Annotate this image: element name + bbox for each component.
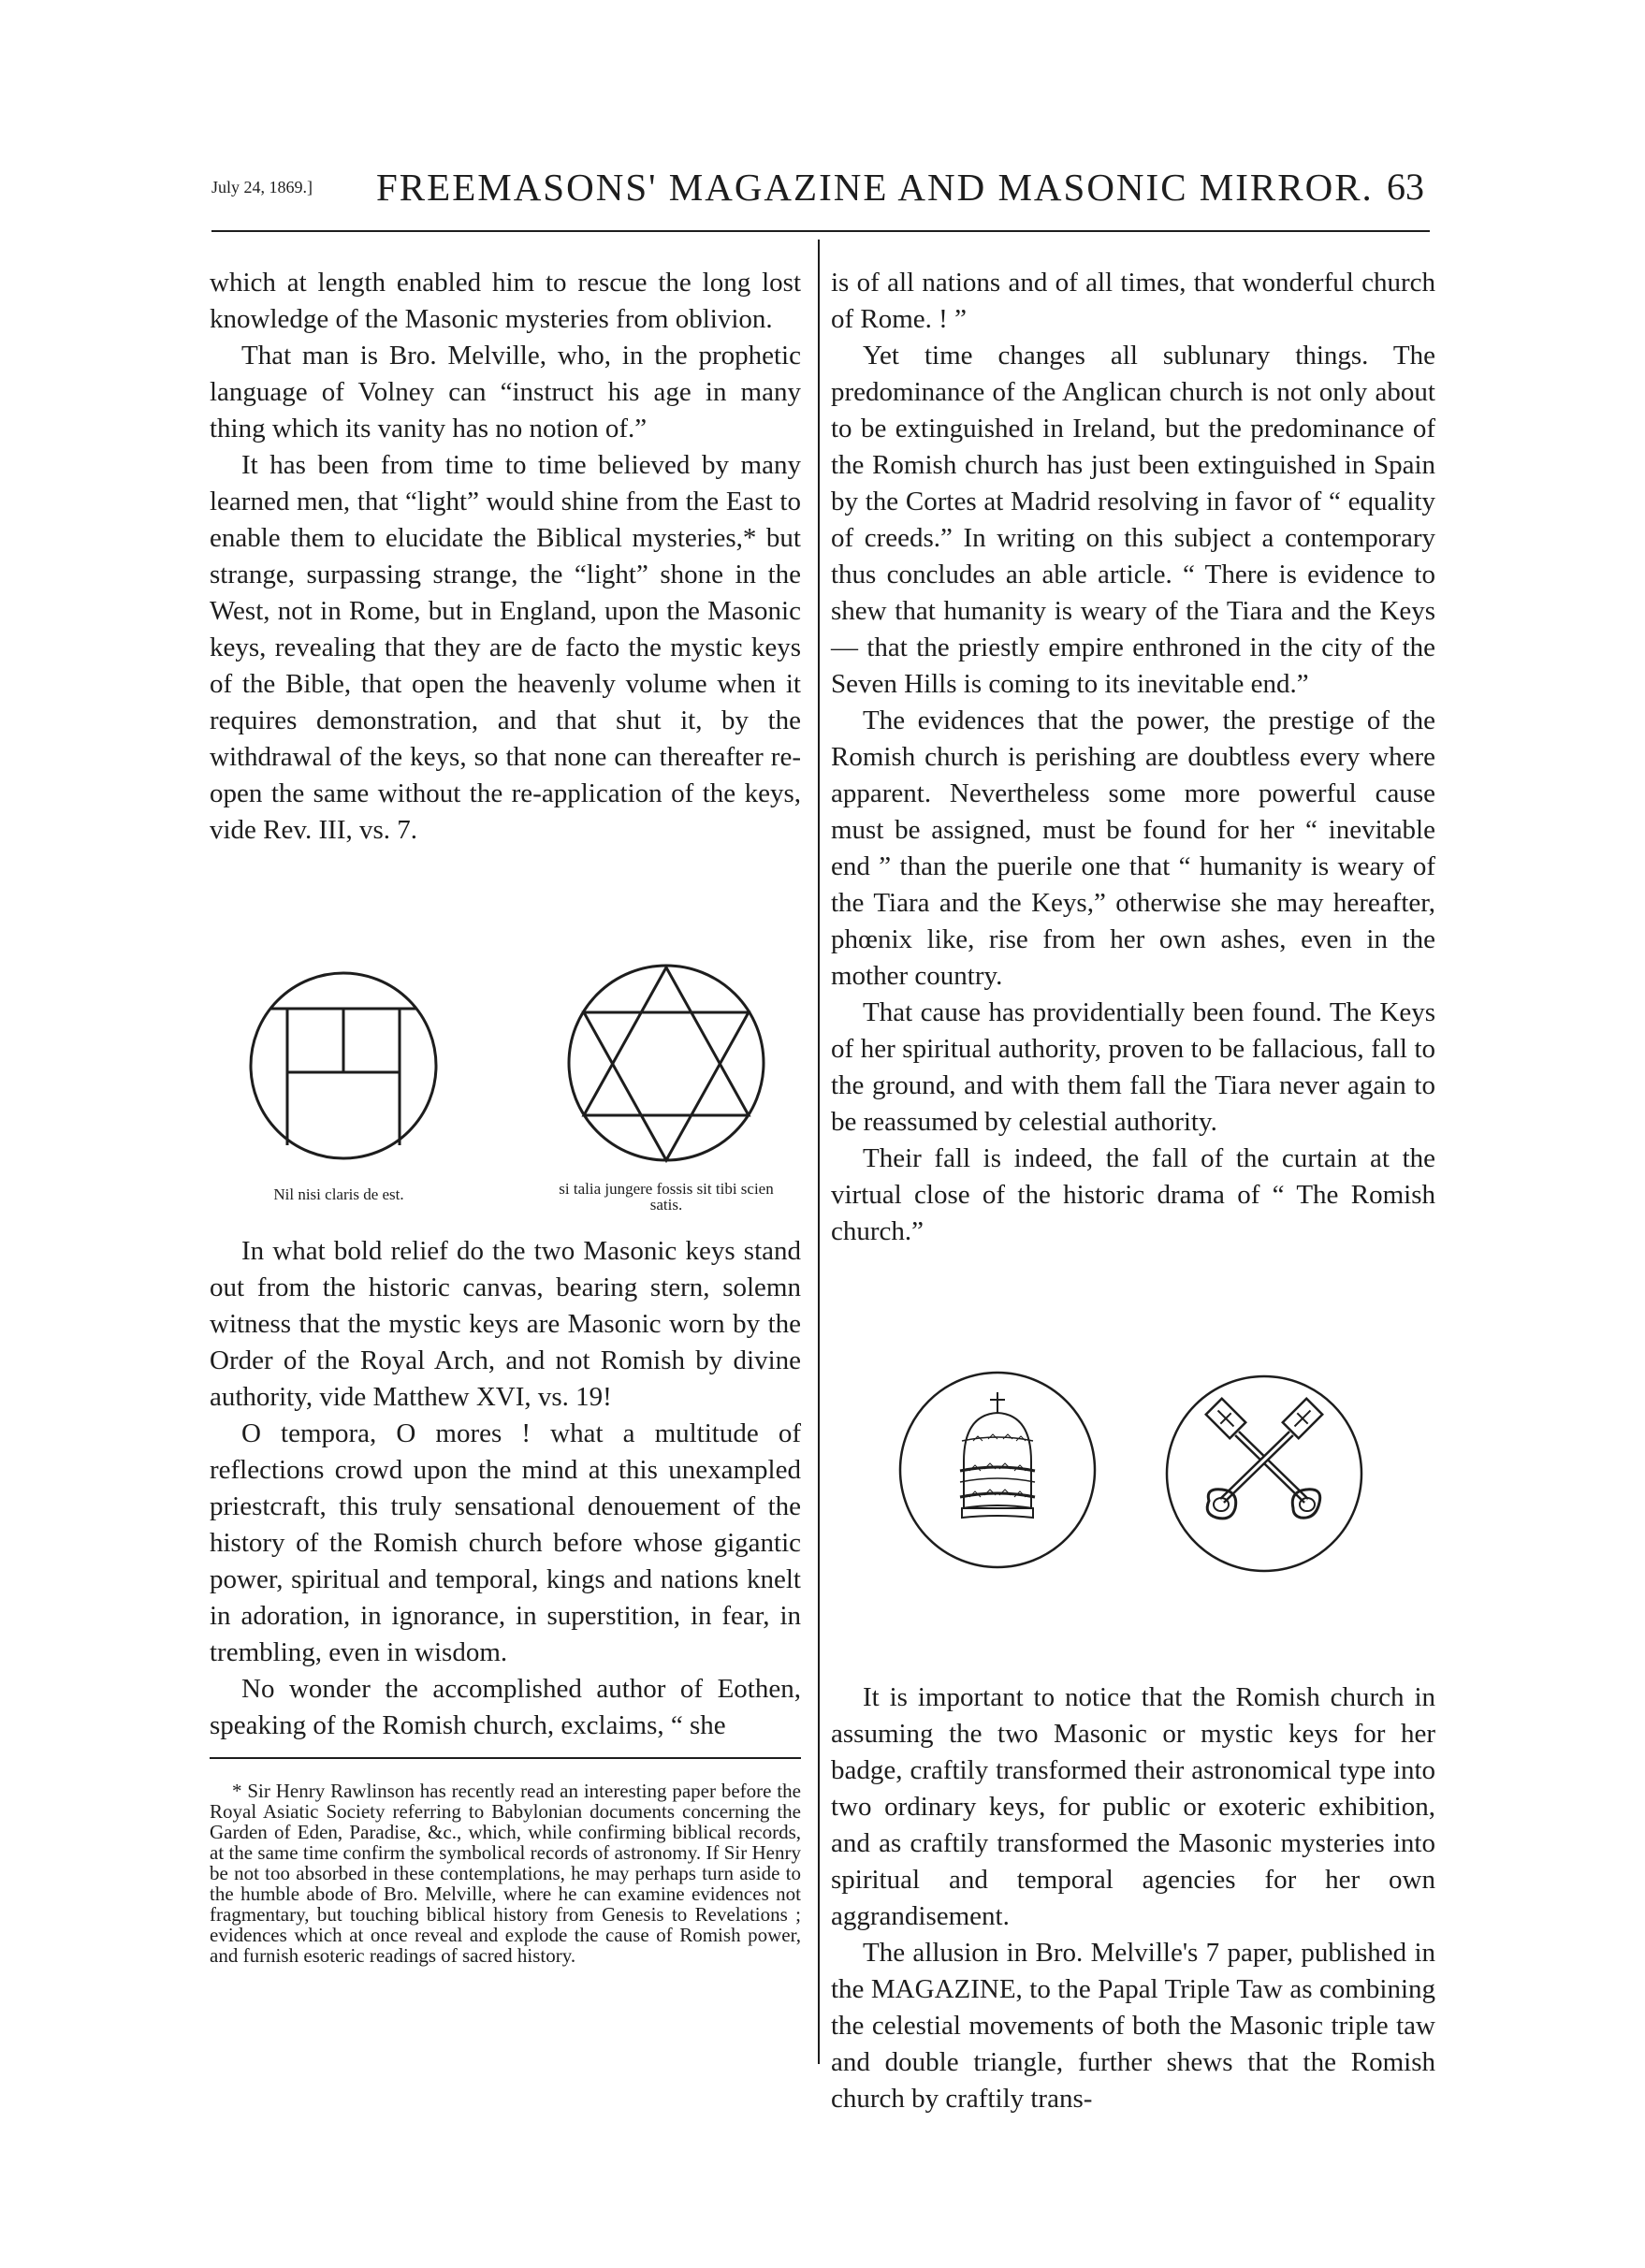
paragraph: Their fall is indeed, the fall of the curtain at the virtual close of the historic drama of “ The Romish church.” (831, 1143, 1435, 1246)
paragraph: Yet time changes all sublunary things. The predominance of the Anglican church is not only about to be extinguished in Ireland, but the predominance of the Romish church has just been extinguished in Spain by the Cortes at Madrid resolving in favor of “ equality of creeds.” In writing on this subject a contemporary thus concludes an able article. “ There is evidence to shew that humanity is weary of the Tiara and the Keys— that the priestly empire enthroned in the city of the Seven Hills is coming to its inevitable end.” (831, 341, 1435, 699)
magazine-title: FREEMASONS' MAGAZINE AND MASONIC MIRROR. (376, 166, 1374, 209)
crossed-keys-icon (1160, 1370, 1368, 1577)
double-triangle-icon (566, 960, 766, 1166)
triple-taw-figure (245, 967, 442, 1164)
paragraph: That cause has providentially been found. The Keys of her spiritual authority, proven to be fallacious, fall to the ground, and with them fall the Tiara never again to be reassumed by celestial authority. (831, 997, 1435, 1137)
paragraph: In what bold relief do the two Masonic keys stand out from the historic canvas, bearing stern, solemn witness that the mystic keys are Masonic worn by the Order of the Royal Arch, and not Romish by divine authority, vide Matthew XVI, vs. 19! (210, 1236, 801, 1412)
page-number: 63 (1387, 166, 1424, 208)
right-column-top (831, 265, 1435, 1250)
triple-taw-icon (245, 967, 442, 1164)
issue-date: July 24, 1869.] (211, 178, 313, 196)
header-rule (211, 230, 1430, 232)
figure-caption-left: Nil nisi claris de est. (273, 1185, 404, 1203)
paragraph: is of all nations and of all times, that wonderful church of Rome. ! ” (831, 268, 1435, 334)
keys-figure (1160, 1370, 1368, 1577)
paragraph: which at length enabled him to rescue the long lost knowledge of the Masonic mysteries from oblivion. (210, 268, 801, 334)
paragraph: It has been from time to time believed by many learned men, that “light” would shine from the East to enable them to elucidate the Biblical mysteries,* but strange, surpassing strange, the “light” shone in the West, not in Rome, but in England, upon the Masonic keys, revealing that they are de facto the mystic keys of the Bible, that open the heavenly volume when it requires demonstration, and that shut it, by the withdrawal of the keys, so that none can thereafter re-open the same without the re-application of the keys, vide Rev. III, vs. 7. (210, 450, 801, 845)
column-divider (818, 240, 820, 2064)
page-header (211, 165, 1430, 221)
left-column-bottom (210, 1233, 801, 1744)
left-column-top (210, 265, 801, 849)
footnote (210, 1781, 801, 1966)
paragraph: The allusion in Bro. Melville's 7 paper, published in the MAGAZINE, to the Papal Triple Taw as combining the celestial movements of both the Masonic triple taw and double triangle, further shews that the Romish church by craftily trans- (831, 1938, 1435, 2114)
paragraph: It is important to notice that the Romish church in assuming the two Masonic or mystic keys for her badge, craftily transformed their astronomical type into two ordinary keys, for public or exoteric exhibition, and as craftily transformed the Masonic mysteries into spiritual and temporal agencies for her own aggrandisement. (831, 1682, 1435, 1931)
paragraph: The evidences that the power, the prestige of the Romish church is perishing are doubtless every where apparent. Nevertheless some more powerful cause must be assigned, must be found for her “ inevitable end ” than the puerile one that “ humanity is weary of the Tiara and the Keys,” otherwise she may hereafter, phœnix like, rise from her own ashes, even in the mother country. (831, 705, 1435, 991)
double-triangle-figure (566, 960, 766, 1166)
paragraph: That man is Bro. Melville, who, in the prophetic language of Volney can “instruct his age in many thing which its vanity has no notion of.” (210, 341, 801, 443)
footnote-text: * Sir Henry Rawlinson has recently read an interesting paper before the Royal Asiatic Society referring to Babylonian documents concerning the Garden of Eden, Paradise, &c., which, while confirming biblical records, at the same time confirm the symbolical records of astronomy. If Sir Henry be not too absorbed in these contemplations, he may perhaps turn aside to the humble abode of Bro. Melville, where he can examine evidences not fragmentary, but touching biblical history from Genesis to Revelations ; evidences which at once reveal and explode the cause of Romish power, and furnish esoteric readings of sacred history. (210, 1780, 801, 1967)
tiara-figure (895, 1366, 1100, 1574)
right-column-bottom (831, 1679, 1435, 2117)
paragraph: O tempora, O mores ! what a multitude of reflections crowd upon the mind at this unexampled priestcraft, this truly sensational denouement of the history of the Romish church before whose gigantic power, spiritual and temporal, kings and nations knelt in adoration, in ignorance, in superstition, in fear, in trembling, even in wisdom. (210, 1418, 801, 1667)
papal-tiara-icon (895, 1366, 1100, 1574)
footnote-rule (210, 1757, 801, 1759)
figure-caption-right: si talia jungere fossis sit tibi scien satis. (559, 1180, 774, 1214)
paragraph: No wonder the accomplished author of Eothen, speaking of the Romish church, exclaims, “ she (210, 1674, 801, 1740)
